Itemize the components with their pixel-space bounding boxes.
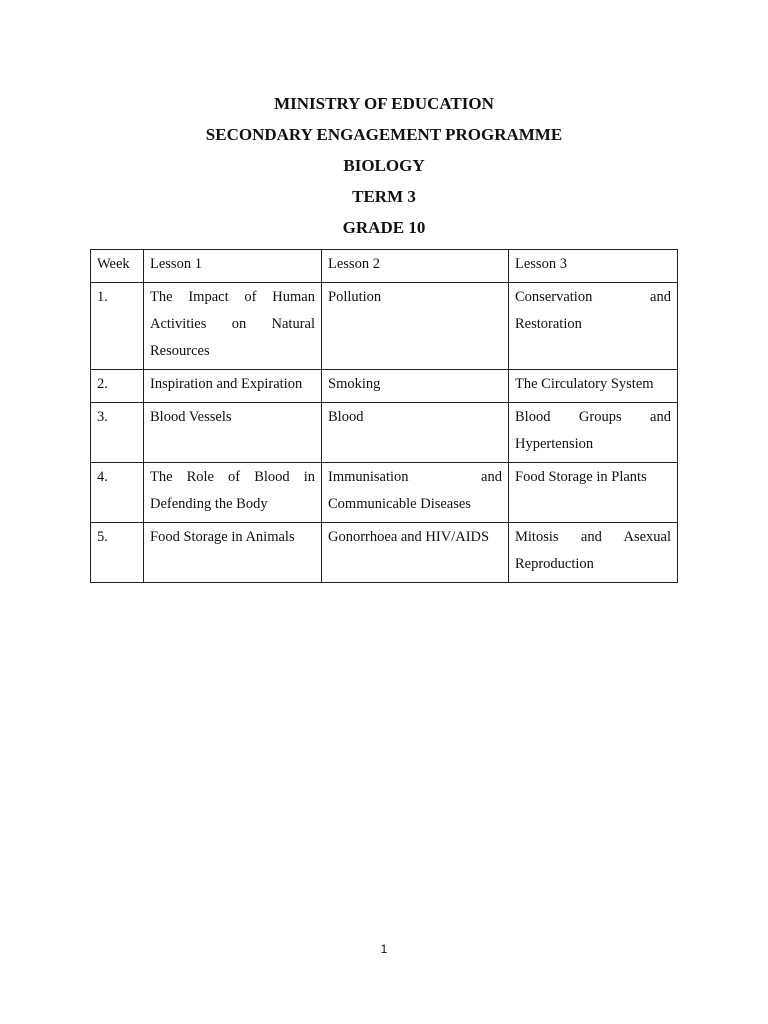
header-lesson-2: Lesson 2 <box>322 250 509 283</box>
lesson-2-cell: Blood <box>322 403 509 463</box>
lesson-2-cell: Immunisation and Communicable Diseases <box>322 463 509 523</box>
heading-subject: BIOLOGY <box>343 156 425 175</box>
lesson-3-cell: The Circulatory System <box>509 370 678 403</box>
table-row <box>91 523 678 583</box>
lesson-schedule-table <box>90 249 678 583</box>
header-lesson-1: Lesson 1 <box>144 250 322 283</box>
lesson-1-cell: Blood Vessels <box>144 403 322 463</box>
heading-term: TERM 3 <box>352 187 416 206</box>
week-cell: 5. <box>91 523 144 583</box>
header-lesson-3: Lesson 3 <box>509 250 678 283</box>
week-cell: 1. <box>91 283 144 370</box>
lesson-2-cell: Smoking <box>322 370 509 403</box>
table-row <box>91 283 678 370</box>
week-cell: 4. <box>91 463 144 523</box>
heading-grade: GRADE 10 <box>342 218 426 237</box>
table-row <box>91 370 678 403</box>
lesson-3-cell: Conservation and Restoration <box>509 283 678 370</box>
week-cell: 3. <box>91 403 144 463</box>
lesson-1-cell: Inspiration and Expiration <box>144 370 322 403</box>
lesson-1-cell: The Impact of Human Activities on Natural Resources <box>144 283 322 370</box>
heading-programme: SECONDARY ENGAGEMENT PROGRAMME <box>205 125 563 144</box>
table-row <box>91 463 678 523</box>
heading-ministry: MINISTRY OF EDUCATION <box>274 94 494 113</box>
lesson-3-cell: Blood Groups and Hypertension <box>509 403 678 463</box>
lesson-3-cell: Mitosis and Asexual Reproduction <box>509 523 678 583</box>
lesson-2-cell: Gonorrhoea and HIV/AIDS <box>322 523 509 583</box>
lesson-1-cell: The Role of Blood in Defending the Body <box>144 463 322 523</box>
lesson-1-cell: Food Storage in Animals <box>144 523 322 583</box>
lesson-2-cell: Pollution <box>322 283 509 370</box>
lesson-3-cell: Food Storage in Plants <box>509 463 678 523</box>
table-header-row <box>91 250 678 283</box>
header-week: Week <box>91 250 144 283</box>
table-row <box>91 403 678 463</box>
week-cell: 2. <box>91 370 144 403</box>
page-number: 1 <box>380 942 388 956</box>
